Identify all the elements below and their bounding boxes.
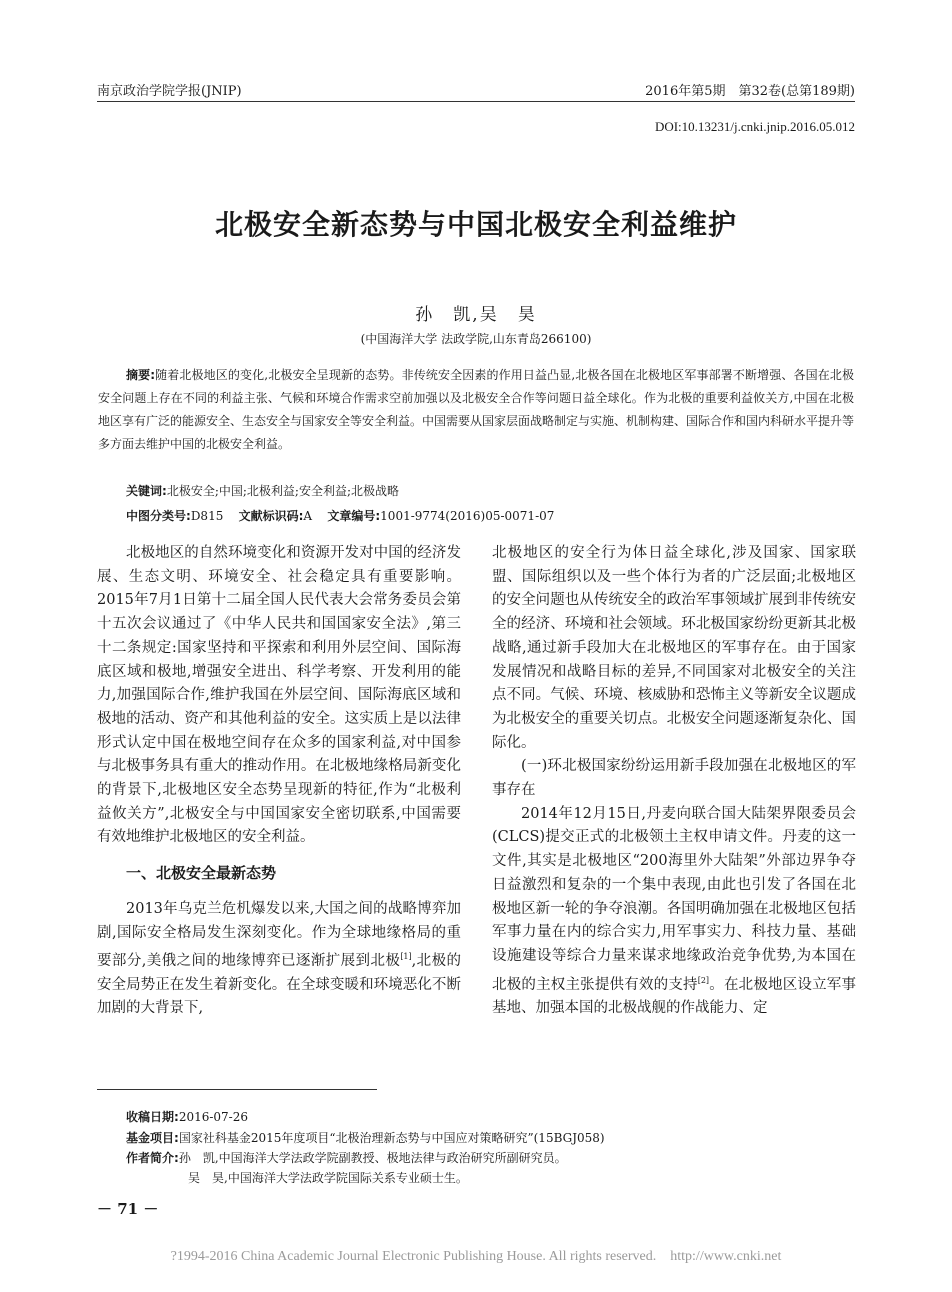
doi: DOI:10.13231/j.cnki.jnip.2016.05.012 xyxy=(654,119,855,134)
journal-name: 南京政治学院学报(JNIP) xyxy=(97,84,242,99)
body-column-left xyxy=(97,542,461,1021)
section-heading: 一、北极安全最新态势 xyxy=(126,864,277,883)
article-title: 北极安全新态势与中国北极安全利益维护 xyxy=(214,208,737,241)
abstract-label: 摘要: xyxy=(126,368,156,382)
keywords xyxy=(126,482,399,499)
fund-info xyxy=(126,1129,605,1146)
fund-label: 基金项目: xyxy=(126,1131,179,1145)
issue-info: 2016年第5期 第32卷(总第189期) xyxy=(645,84,855,99)
subsection-heading: (一)环北极国家纷纷运用新手段加强在北极地区的军事存在 xyxy=(492,758,856,799)
received-date xyxy=(126,1108,248,1125)
citation-ref[interactable]: [1] xyxy=(400,952,412,962)
abstract-text: 随着北极地区的变化,北极安全呈现新的态势。非传统安全因素的作用日益凸显,北极各国在北极地区军事部署不断增强、各国在北极安全问题上存在不同的利益主张、气候和环境合作需求空前加强以及北极安全合作等问题日益全球化。作为北极的重要利益攸关方,中国在北极地区享有广泛的能源安全、生态安全与国家安全等安全利益。中国需要从国家层面战略制定与实施、机制构建、国际合作和国内科研水平提升等多方面去维护中国的北极安全利益。 xyxy=(98,368,855,451)
affiliation: (中国海洋大学 法政学院,山东青岛266100) xyxy=(360,332,592,346)
abstract xyxy=(98,364,854,456)
authors: 孙 凯,吴 昊 xyxy=(415,305,537,325)
keywords-label: 关键词: xyxy=(126,484,167,498)
author-bio-2: 吴 昊,中国海洋大学法政学院国际关系专业硕士生。 xyxy=(188,1171,468,1185)
paragraph-text: ,北极的安全局势正在发生着新变化。在全球变暖和环境恶化不断加剧的大背景下, xyxy=(97,953,462,1017)
body-paragraph: 北极地区的安全行为体日益全球化,涉及国家、国家联盟、国际组织以及一些个体行为者的广泛层面;北极地区的安全问题也从传统安全的政治军事领域扩展到非传统安全的经济、环境和社会领域。环北极国家纷纷更新其北极战略,通过新手段加大在北极地区的军事存在。由于国家发展情况和战略目标的差异,不同国家对北极安全的关注点不同。气候、环境、核威胁和恐怖主义等新安全议题成为北极安全的重要关切点。北极安全问题逐渐复杂化、国际化。 xyxy=(492,545,856,751)
page-number: － 71 － xyxy=(97,1200,159,1218)
citation-ref[interactable]: [2] xyxy=(697,975,710,985)
doc-code-value: A xyxy=(303,509,313,523)
clc-label: 中图分类号: xyxy=(126,509,191,523)
copyright-notice: ?1994-2016 China Academic Journal Electronic Publishing House. All rights reserved. http://www.cnki.net xyxy=(170,1249,782,1264)
classification-line xyxy=(126,507,554,524)
paragraph-text: 2013年乌克兰危机爆发以来,大国之间的战略博弈加剧,国际安全格局发生深刻变化。作为全球地缘格局的重要部分,美俄之间的地缘博弈已逐渐扩展到北极 xyxy=(97,900,461,970)
author-bio xyxy=(126,1149,567,1166)
received-label: 收稿日期: xyxy=(126,1110,179,1124)
article-number-label: 文章编号: xyxy=(327,509,381,523)
body-paragraph xyxy=(97,898,461,1021)
footnote-divider xyxy=(97,1089,377,1090)
article-number-value: 1001-9774(2016)05-0071-07 xyxy=(380,509,555,523)
author-bio-1: 孙 凯,中国海洋大学法政学院副教授、极地法律与政治研究所副研究员。 xyxy=(178,1151,567,1165)
received-value: 2016-07-26 xyxy=(178,1110,248,1124)
body-paragraph: 北极地区的自然环境变化和资源开发对中国的经济发展、生态文明、环境安全、社会稳定具有重要影响。2015年7月1日第十二届全国人民代表大会常务委员会第十五次会议通过了《中华人民共和国国家安全法》,第三十二条规定:国家坚持和平探索和利用外层空间、国际海底区域和极地,增强安全进出、科学考察、开发利用的能力,加强国际合作,维护我国在外层空间、国际海底区域和极地的活动、资产和其他利益的安全。这实质上是以法律形式认定中国在极地空间存在众多的国家利益,对中国参与北极事务具有重大的推动作用。在北极地缘格局新变化的背景下,北极地区安全态势呈现新的特征,作为“北极利益攸关方”,北极安全与中国国家安全密切联系,中国需要有效地维护北极地区的安全利益。 xyxy=(97,545,461,846)
body-paragraph xyxy=(492,803,856,1021)
doc-code-label: 文献标识码: xyxy=(238,509,304,523)
body-column-right xyxy=(492,542,856,1021)
paragraph-text: 。在北极地区设立军事基地、加强本国的北极战舰的作战能力、定 xyxy=(492,976,857,1017)
fund-value: 国家社科基金2015年度项目“北极治理新态势与中国应对策略研究”(15BGJ058) xyxy=(178,1131,605,1145)
header-divider xyxy=(97,101,855,102)
author-bio-label: 作者简介: xyxy=(126,1151,179,1165)
keywords-text: 北极安全;中国;北极利益;安全利益;北极战略 xyxy=(166,484,399,498)
clc-value: D815 xyxy=(190,509,224,523)
paragraph-text: 2014年12月15日,丹麦向联合国大陆架界限委员会(CLCS)提交正式的北极领土主权申请文件。丹麦的这一文件,其实是北极地区“200海里外大陆架”外部边界争夺日益激烈和复杂的一个集中表现,由此也引发了各国在北极地区新一轮的争夺浪潮。各国明确加强在北极地区包括军事力量在内的综合实力,用军事实力、科技力量、基础设施建设等综合力量来谋求地缘政治竞争优势,为本国在北极的主权主张提供有效的支持 xyxy=(492,805,856,993)
